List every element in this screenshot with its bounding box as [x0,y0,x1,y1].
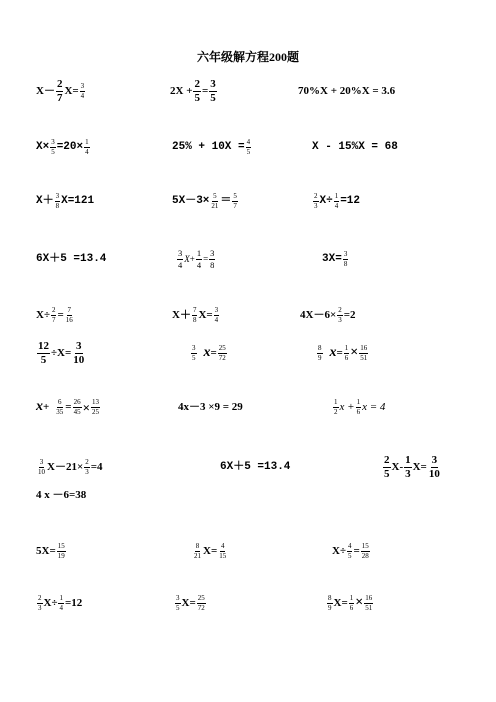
numerator: 3 [343,249,348,258]
fraction [57,543,66,560]
denominator: 10 [38,467,45,476]
page-title: 六年级解方程200题 [196,50,299,64]
fraction [356,399,362,416]
eq-text: =12 [64,596,83,609]
fraction [191,345,197,362]
denominator: 5 [176,603,180,612]
fraction [313,193,319,210]
numerator: 8 [328,593,332,602]
eq-text: x + [339,400,355,413]
denominator: 21 [211,201,219,210]
denominator: 3 [338,315,342,324]
numerator: 13 [91,397,99,406]
denominator: 5 [194,91,200,104]
denominator: 10 [428,467,440,480]
equation-7 [36,186,94,216]
equation-23 [220,452,290,482]
fraction [383,455,391,480]
eq-text: X= [181,596,196,609]
denominator: 72 [218,353,226,362]
eq-text: ＝ [220,194,232,207]
denominator: 51 [360,353,368,362]
denominator: 5 [192,353,196,362]
denominator: 5 [246,147,251,156]
fraction [333,399,339,416]
eq-text: X＋ [172,308,191,321]
numerator: 7 [192,305,197,314]
denominator: 3 [85,467,89,476]
equation-18 [316,338,369,368]
numerator: 3 [55,191,60,200]
denominator: 25 [91,407,99,416]
eq-text: X= [203,544,218,557]
numerator: 3 [178,248,183,258]
equation-5 [172,132,252,162]
eq-text: X－21× [47,460,84,473]
denominator: 4 [59,603,63,612]
fraction [218,345,227,362]
denominator: 8 [210,259,215,270]
denominator: 8 [55,201,60,210]
denominator: 5 [347,551,352,560]
eq-text: = [336,346,343,359]
numerator: 3 [76,339,82,352]
denominator: 7 [56,91,63,104]
denominator: 45 [73,407,81,416]
numerator: 8 [318,343,322,352]
fraction [334,193,340,210]
fraction [91,399,100,416]
numerator: 6 [58,397,62,406]
fraction [73,399,82,416]
equation-10 [36,244,106,274]
fraction [51,307,57,324]
eq-text: X= [64,84,79,97]
eq-text: =4 [90,460,103,473]
equation-19 [36,392,101,422]
numerator: 2 [51,305,56,314]
eq-text: 6X＋5 =13.4 [220,460,291,473]
eq-text: 70%X + 20%X = 3.6 [298,84,396,97]
eq-text: X÷ [43,596,58,609]
numerator: 1 [59,593,63,602]
fraction [197,595,206,612]
fraction [327,595,333,612]
variable-x: x [329,345,337,360]
equation-24 [382,450,442,484]
fraction [72,341,85,366]
eq-text: 4X－6× [300,308,337,321]
fraction [80,83,86,100]
equation-26 [36,536,67,566]
eq-text: = [57,308,64,321]
equation-13 [36,300,75,330]
numerator: 5 [213,191,217,200]
denominator: 16 [65,315,73,324]
eq-text: = [353,544,360,557]
fraction [193,79,201,104]
fraction [50,139,56,156]
numerator: 2 [338,305,342,314]
fraction [218,543,227,560]
eq-text: × [82,399,90,415]
numerator: 1 [344,343,349,352]
equation-28 [332,536,371,566]
fraction [349,595,355,612]
eq-text: = [203,253,209,264]
fraction [177,249,183,269]
eq-text: + [189,253,195,264]
denominator: 21 [194,551,201,560]
numerator: 1 [196,248,202,258]
equation-14 [172,300,220,330]
numerator: 2 [194,77,200,90]
fraction [359,345,368,362]
numerator: 16 [365,593,373,602]
equation-6 [312,132,398,162]
denominator: 2 [334,407,338,416]
equation-27 [192,536,228,566]
fraction [55,399,64,416]
fraction [56,79,64,104]
equation-21 [332,392,385,422]
equation-20 [178,392,243,422]
numerator: 15 [57,541,65,550]
denominator: 10 [73,353,85,366]
eq-text: X- [391,460,404,473]
denominator: 4 [196,259,202,270]
numerator: 4 [220,541,225,550]
numerator: 3 [39,457,44,466]
eq-text: = [210,346,217,359]
denominator: 8 [343,259,348,268]
eq-text: 3X= [322,252,342,265]
fraction [192,307,198,324]
fraction [404,455,412,480]
numerator: 25 [218,343,226,352]
numerator: 3 [214,305,219,314]
fraction [428,455,441,480]
equation-25 [36,480,86,510]
eq-text: 4x－3 ×9 = 29 [178,400,243,413]
numerator: 2 [384,453,390,466]
eq-text: X÷ [319,194,333,207]
numerator: 1 [334,191,339,200]
equation-11 [176,244,216,274]
numerator: 1 [334,397,338,406]
eq-text: × [350,345,359,360]
denominator: 7 [233,201,237,210]
equation-2 [170,76,218,106]
denominator: 72 [197,603,205,612]
eq-text: x = 4 [362,400,386,413]
eq-text: 5X= [36,544,56,557]
equation-3 [298,76,395,106]
numerator: 1 [349,593,354,602]
denominator: 4 [214,315,219,324]
numerator: 1 [85,137,89,146]
denominator: 5 [384,467,390,480]
denominator: 4 [85,147,89,156]
eq-text: 2X + [170,84,193,97]
numerator: 2 [56,77,63,90]
eq-text: X= [333,596,348,609]
equation-29 [36,588,82,618]
eq-text: X－ [36,84,55,97]
denominator: 51 [365,603,373,612]
variable-x: x [36,399,43,414]
numerator: 15 [361,541,369,550]
fraction [347,543,353,560]
fraction [196,249,202,269]
fraction [337,307,343,324]
numerator: 8 [195,541,200,550]
eq-text: X - 15%X = 68 [312,140,398,153]
denominator: 5 [51,147,55,156]
denominator: 3 [405,467,411,480]
numerator: 25 [197,593,205,602]
denominator: 8 [192,315,197,324]
fraction [214,307,220,324]
fraction [317,345,323,362]
fraction [343,251,349,268]
equation-16 [36,336,86,370]
fraction [209,79,217,104]
numerator: 26 [73,397,81,406]
eq-text: + [43,400,50,413]
numerator: 3 [80,81,85,90]
variable-x: x [203,345,211,360]
eq-text: 4 x －6=38 [36,488,87,501]
equation-1 [36,76,86,106]
numerator: 16 [360,343,368,352]
equation-31 [326,588,374,618]
denominator: 5 [210,91,216,104]
fraction [37,595,43,612]
eq-text: 25% + 10X = [172,140,245,153]
eq-text: =2 [343,308,356,321]
denominator: 6 [349,603,354,612]
fraction [232,193,238,210]
fraction [210,193,219,210]
numerator: 3 [210,248,215,258]
numerator: 3 [51,137,55,146]
variable-x: X [184,253,190,264]
fraction [37,459,46,476]
denominator: 6 [356,407,361,416]
fraction [55,193,61,210]
eq-text: = [65,400,72,413]
eq-text: ÷X= [51,346,72,359]
eq-text: X÷ [36,308,50,321]
denominator: 3 [38,603,42,612]
eq-text: X÷ [332,544,346,557]
fraction [193,543,202,560]
eq-text: × [355,595,364,610]
numerator: 2 [85,457,89,466]
equation-9 [312,186,360,216]
eq-text: 5X－3× [172,194,210,207]
fraction [58,595,64,612]
numerator: 2 [38,593,42,602]
denominator: 5 [40,353,47,366]
numerator: 2 [314,191,318,200]
equation-15 [300,300,356,330]
denominator: 3 [314,201,318,210]
denominator: 35 [56,407,64,416]
equation-4 [36,132,91,162]
eq-text: 6X＋5 =13.4 [36,252,107,265]
numerator: 12 [38,339,49,352]
eq-text: X= [198,308,213,321]
denominator: 4 [178,259,183,270]
eq-text: X= [412,460,427,473]
eq-text: X× [36,140,50,153]
equation-17 [190,338,228,368]
equation-22 [36,452,103,482]
fraction [175,595,181,612]
fraction [344,345,350,362]
equation-30 [174,588,207,618]
denominator: 28 [361,551,369,560]
numerator: 5 [233,191,237,200]
fraction [361,543,370,560]
numerator: 7 [67,305,72,314]
fraction [84,459,90,476]
numerator: 4 [347,541,352,550]
numerator: 3 [192,343,196,352]
eq-text: = [201,84,209,97]
denominator: 7 [51,315,56,324]
fraction [84,139,90,156]
fraction [246,139,252,156]
denominator: 9 [328,603,332,612]
fraction [364,595,373,612]
equation-8 [172,186,239,216]
fraction [209,249,215,269]
denominator: 6 [344,353,349,362]
denominator: 19 [57,551,65,560]
denominator: 4 [80,91,85,100]
denominator: 9 [318,353,322,362]
numerator: 4 [246,137,251,146]
numerator: 1 [405,453,411,466]
eq-text: =20× [56,140,84,153]
eq-text: X＋ [36,194,54,207]
numerator: 3 [176,593,180,602]
eq-text: X=121 [61,194,95,207]
numerator: 3 [431,453,438,466]
fraction [65,307,74,324]
denominator: 15 [219,551,227,560]
eq-text: =12 [340,194,361,207]
denominator: 4 [334,201,339,210]
numerator: 3 [210,77,216,90]
equation-12 [322,244,349,274]
fraction [37,341,50,366]
numerator: 1 [356,397,361,406]
